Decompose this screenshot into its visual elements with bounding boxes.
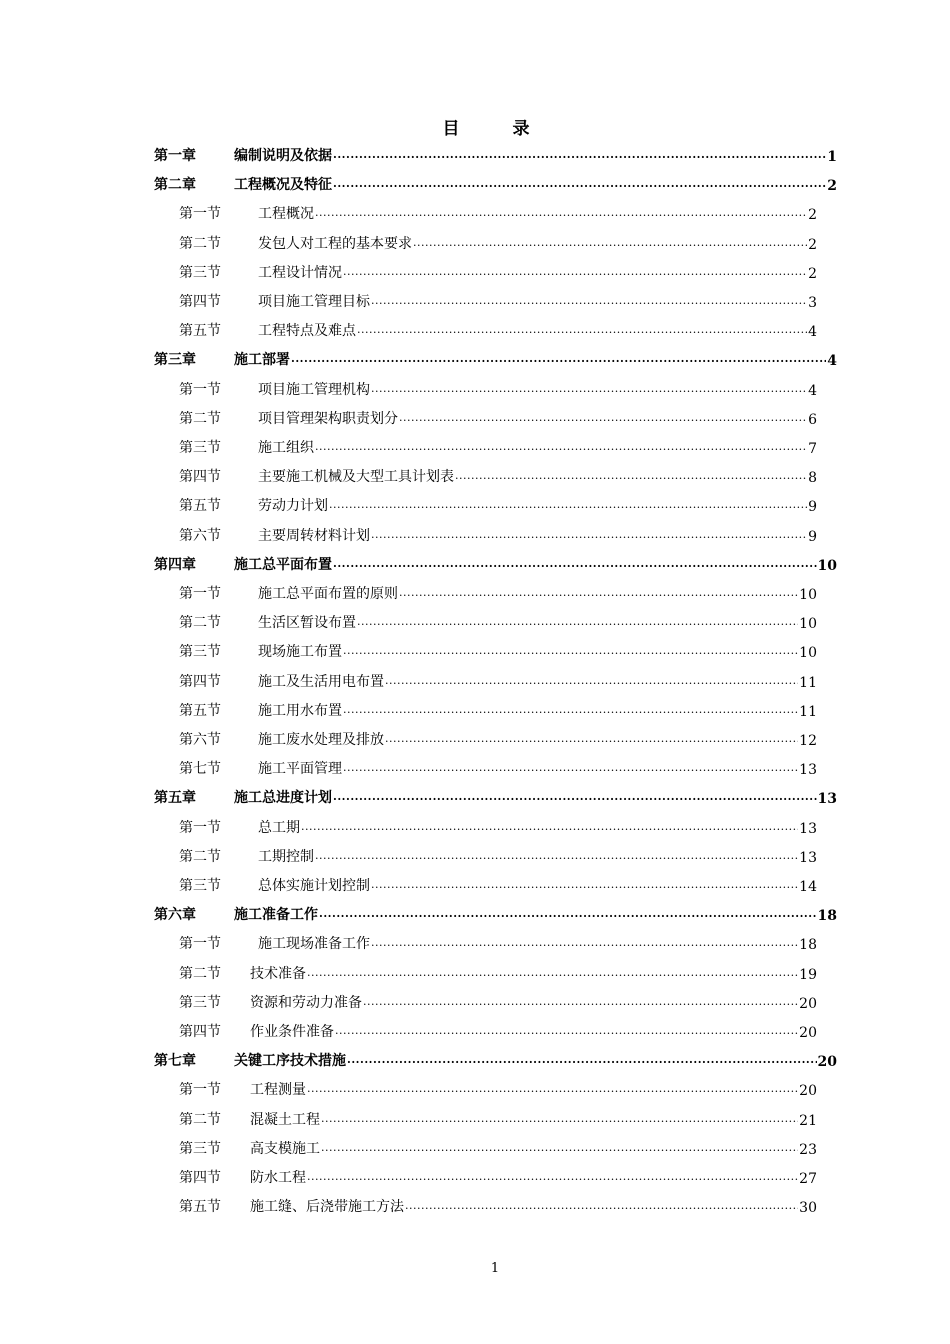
- toc-entry-title: 工程概况及特征: [234, 177, 332, 194]
- toc-entry-label: 第五节: [179, 1199, 221, 1216]
- toc-dot-leader: [357, 323, 807, 337]
- toc-dot-leader: [343, 265, 807, 279]
- toc-entry-label: 第七节: [179, 761, 221, 778]
- toc-entry-page-number: 20: [799, 1025, 817, 1041]
- toc-entry-label: 第六节: [179, 527, 221, 544]
- toc-entry-label: 第四节: [179, 294, 221, 310]
- toc-entry-page-number: 4: [808, 382, 817, 399]
- toc-entry-title: 施工废水处理及排放: [258, 732, 384, 748]
- toc-entry-title: 资源和劳动力准备: [250, 994, 362, 1011]
- toc-entry-label: 第四节: [179, 1170, 221, 1186]
- toc-section-entry[interactable]: [179, 493, 817, 515]
- toc-section-entry[interactable]: [179, 931, 817, 953]
- toc-entry-title: 编制说明及依据: [234, 148, 332, 164]
- toc-entry-label: 第五章: [154, 790, 196, 807]
- toc-entry-page-number: 14: [799, 879, 817, 895]
- toc-section-entry[interactable]: [179, 990, 817, 1012]
- toc-entry-label: 第三节: [179, 878, 221, 894]
- toc-title: 目 录: [442, 119, 548, 139]
- toc-entry-label: 第二节: [179, 235, 221, 252]
- toc-entry-page-number: 1: [827, 149, 837, 165]
- toc-entry-page-number: 3: [808, 295, 817, 311]
- toc-section-entry[interactable]: [179, 669, 817, 691]
- toc-dot-leader: [307, 1170, 798, 1184]
- toc-entry-title: 施工总平面布置的原则: [258, 586, 398, 602]
- toc-entry-page-number: 10: [799, 587, 817, 603]
- toc-dot-leader: [357, 615, 798, 629]
- toc-entry-title: 总工期: [258, 819, 300, 836]
- toc-entry-page-number: 19: [799, 966, 817, 983]
- toc-entry-title: 施工准备工作: [234, 907, 318, 924]
- toc-entry-title: 主要周转材料计划: [258, 527, 370, 544]
- toc-chapter-entry[interactable]: [154, 552, 837, 574]
- toc-dot-leader: [315, 206, 807, 220]
- toc-dot-leader: [343, 703, 798, 717]
- toc-dot-leader: [399, 586, 798, 600]
- toc-entry-page-number: 2: [808, 265, 817, 282]
- toc-entry-label: 第二节: [179, 615, 221, 632]
- toc-entry-page-number: 8: [808, 470, 817, 487]
- toc-entry-label: 第二节: [179, 965, 221, 982]
- toc-entry-title: 总体实施计划控制: [258, 878, 370, 894]
- toc-entry-label: 第六节: [179, 732, 221, 748]
- toc-entry-label: 第七章: [154, 1053, 196, 1070]
- toc-entry-label: 第三节: [179, 994, 221, 1011]
- toc-dot-leader: [301, 820, 798, 834]
- toc-entry-title: 生活区暂设布置: [258, 615, 356, 632]
- toc-entry-page-number: 13: [799, 849, 817, 866]
- toc-entry-label: 第四章: [154, 556, 196, 573]
- toc-dot-leader: [371, 878, 798, 892]
- toc-section-entry[interactable]: [179, 727, 817, 749]
- toc-section-entry[interactable]: [179, 289, 817, 311]
- toc-entry-title: 工程测量: [250, 1082, 306, 1099]
- toc-entry-title: 混凝土工程: [250, 1111, 320, 1128]
- toc-dot-leader: [333, 557, 817, 571]
- toc-section-entry[interactable]: [179, 260, 817, 282]
- toc-entry-label: 第三节: [179, 264, 221, 281]
- toc-section-entry[interactable]: [179, 231, 817, 253]
- toc-entry-label: 第二章: [154, 177, 196, 194]
- toc-section-entry[interactable]: [179, 435, 817, 457]
- toc-entry-page-number: 20: [799, 995, 817, 1012]
- toc-entry-label: 第一节: [179, 819, 221, 836]
- toc-dot-leader: [333, 177, 826, 191]
- toc-entry-title: 施工总进度计划: [234, 790, 332, 807]
- toc-chapter-entry[interactable]: [154, 143, 837, 165]
- toc-dot-leader: [315, 849, 798, 863]
- toc-chapter-entry[interactable]: [154, 347, 837, 369]
- toc-dot-leader: [333, 790, 817, 804]
- toc-section-entry[interactable]: [179, 961, 817, 983]
- toc-entry-page-number: 4: [808, 324, 817, 341]
- toc-entry-page-number: 2: [808, 207, 817, 224]
- toc-section-entry[interactable]: [179, 377, 817, 399]
- toc-entry-title: 工程设计情况: [258, 264, 342, 281]
- toc-entry-title: 工程特点及难点: [258, 323, 356, 340]
- toc-entry-label: 第五节: [179, 498, 221, 515]
- toc-entry-label: 第一节: [179, 381, 221, 398]
- toc-entry-label: 第一节: [179, 936, 221, 953]
- toc-entry-title: 技术准备: [250, 965, 306, 982]
- toc-entry-page-number: 7: [808, 441, 817, 457]
- toc-entry-label: 第六章: [154, 907, 196, 924]
- toc-section-entry[interactable]: [179, 756, 817, 778]
- toc-entry-label: 第四节: [179, 673, 221, 690]
- toc-entry-page-number: 2: [827, 178, 837, 195]
- toc-entry-title: 施工缝、后浇带施工方法: [250, 1199, 404, 1216]
- toc-entry-page-number: 20: [799, 1083, 817, 1100]
- toc-entry-page-number: 30: [799, 1200, 817, 1217]
- page-number: 1: [490, 1261, 500, 1276]
- toc-dot-leader: [413, 236, 807, 250]
- toc-section-entry[interactable]: [179, 201, 817, 223]
- toc-entry-title: 主要施工机械及大型工具计划表: [258, 469, 454, 486]
- toc-section-entry[interactable]: [179, 873, 817, 895]
- toc-entry-label: 第三节: [179, 440, 221, 456]
- toc-entry-title: 施工平面管理: [258, 761, 342, 778]
- toc-entry-page-number: 10: [799, 645, 817, 662]
- toc-dot-leader: [333, 148, 826, 162]
- toc-chapter-entry[interactable]: [154, 785, 837, 807]
- toc-dot-leader: [321, 1112, 798, 1126]
- toc-entry-page-number: 4: [827, 353, 837, 370]
- toc-dot-leader: [347, 1053, 817, 1067]
- toc-section-entry[interactable]: [179, 1077, 817, 1099]
- toc-entry-title: 项目施工管理目标: [258, 294, 370, 310]
- toc-entry-page-number: 13: [799, 820, 817, 837]
- toc-entry-title: 施工及生活用电布置: [258, 673, 384, 690]
- toc-dot-leader: [371, 382, 807, 396]
- toc-dot-leader: [385, 674, 798, 688]
- toc-section-entry[interactable]: [179, 1019, 817, 1041]
- toc-section-entry[interactable]: [179, 698, 817, 720]
- toc-entry-page-number: 27: [799, 1171, 817, 1187]
- toc-dot-leader: [329, 498, 807, 512]
- toc-section-entry[interactable]: [179, 815, 817, 837]
- toc-dot-leader: [335, 1024, 798, 1038]
- toc-section-entry[interactable]: [179, 1107, 817, 1129]
- toc-dot-leader: [385, 732, 798, 746]
- toc-entry-page-number: 12: [799, 733, 817, 749]
- toc-entry-page-number: 13: [799, 762, 817, 779]
- toc-entry-title: 施工总平面布置: [234, 556, 332, 573]
- toc-entry-title: 现场施工布置: [258, 644, 342, 661]
- toc-entry-title: 发包人对工程的基本要求: [258, 235, 412, 252]
- toc-dot-leader: [455, 469, 807, 483]
- toc-entry-page-number: 9: [808, 499, 817, 516]
- toc-section-entry[interactable]: [179, 318, 817, 340]
- toc-entry-label: 第二节: [179, 848, 221, 865]
- toc-entry-page-number: 6: [808, 411, 817, 428]
- toc-entry-title: 项目施工管理机构: [258, 381, 370, 398]
- toc-entry-label: 第一节: [179, 206, 221, 223]
- toc-section-entry[interactable]: [179, 523, 817, 545]
- toc-entry-title: 施工组织: [258, 440, 314, 456]
- toc-section-entry[interactable]: [179, 610, 817, 632]
- toc-entry-page-number: 20: [817, 1054, 837, 1071]
- toc-dot-leader: [321, 1141, 798, 1155]
- toc-entry-title: 作业条件准备: [250, 1024, 334, 1040]
- toc-entry-title: 工程概况: [258, 206, 314, 223]
- toc-entry-label: 第一节: [179, 1082, 221, 1099]
- toc-entry-page-number: 11: [799, 703, 817, 720]
- toc-entry-title: 项目管理架构职责划分: [258, 410, 398, 427]
- toc-dot-leader: [363, 995, 798, 1009]
- toc-entry-title: 施工部署: [234, 352, 290, 369]
- toc-dot-leader: [307, 1082, 798, 1096]
- toc-section-entry[interactable]: [179, 844, 817, 866]
- toc-dot-leader: [343, 761, 798, 775]
- toc-section-entry[interactable]: [179, 464, 817, 486]
- toc-entry-label: 第一章: [154, 148, 196, 164]
- toc-entry-title: 劳动力计划: [258, 498, 328, 515]
- toc-section-entry[interactable]: [179, 1194, 817, 1216]
- toc-section-entry[interactable]: [179, 581, 817, 603]
- toc-entry-label: 第五节: [179, 702, 221, 719]
- toc-entry-title: 高支模施工: [250, 1140, 320, 1157]
- toc-entry-label: 第二节: [179, 410, 221, 427]
- toc-entry-page-number: 2: [808, 236, 817, 253]
- toc-entry-page-number: 10: [817, 557, 837, 574]
- toc-dot-leader: [371, 528, 807, 542]
- toc-entry-title: 工期控制: [258, 848, 314, 865]
- toc-entry-label: 第三章: [154, 352, 196, 369]
- toc-section-entry[interactable]: [179, 639, 817, 661]
- toc-entry-label: 第四节: [179, 469, 221, 486]
- toc-dot-leader: [291, 352, 826, 366]
- toc-section-entry[interactable]: [179, 1136, 817, 1158]
- toc-dot-leader: [343, 644, 798, 658]
- toc-dot-leader: [319, 907, 817, 921]
- toc-entry-title: 施工现场准备工作: [258, 936, 370, 953]
- toc-dot-leader: [307, 966, 798, 980]
- toc-entry-page-number: 21: [799, 1112, 817, 1129]
- toc-entry-title: 防水工程: [250, 1170, 306, 1186]
- toc-entry-page-number: 10: [799, 616, 817, 633]
- toc-chapter-entry[interactable]: [154, 172, 837, 194]
- toc-entry-page-number: 11: [799, 674, 817, 691]
- toc-chapter-entry[interactable]: [154, 902, 837, 924]
- toc-entry-title: 施工用水布置: [258, 702, 342, 719]
- toc-entry-title: 关键工序技术措施: [234, 1053, 346, 1070]
- toc-entry-label: 第二节: [179, 1111, 221, 1128]
- toc-entry-label: 第三节: [179, 644, 221, 661]
- toc-section-entry[interactable]: [179, 1165, 817, 1187]
- toc-entry-page-number: 23: [799, 1141, 817, 1158]
- toc-dot-leader: [371, 294, 807, 308]
- toc-entry-label: 第三节: [179, 1140, 221, 1157]
- toc-chapter-entry[interactable]: [154, 1048, 837, 1070]
- toc-dot-leader: [405, 1199, 798, 1213]
- toc-dot-leader: [399, 411, 807, 425]
- toc-entry-page-number: 18: [799, 937, 817, 954]
- toc-entry-page-number: 13: [817, 791, 837, 808]
- toc-dot-leader: [315, 440, 807, 454]
- toc-section-entry[interactable]: [179, 406, 817, 428]
- toc-entry-label: 第五节: [179, 323, 221, 340]
- toc-entry-label: 第一节: [179, 586, 221, 602]
- toc-entry-label: 第四节: [179, 1024, 221, 1040]
- toc-entry-page-number: 18: [817, 908, 837, 925]
- toc-dot-leader: [371, 936, 798, 950]
- toc-entry-page-number: 9: [808, 528, 817, 545]
